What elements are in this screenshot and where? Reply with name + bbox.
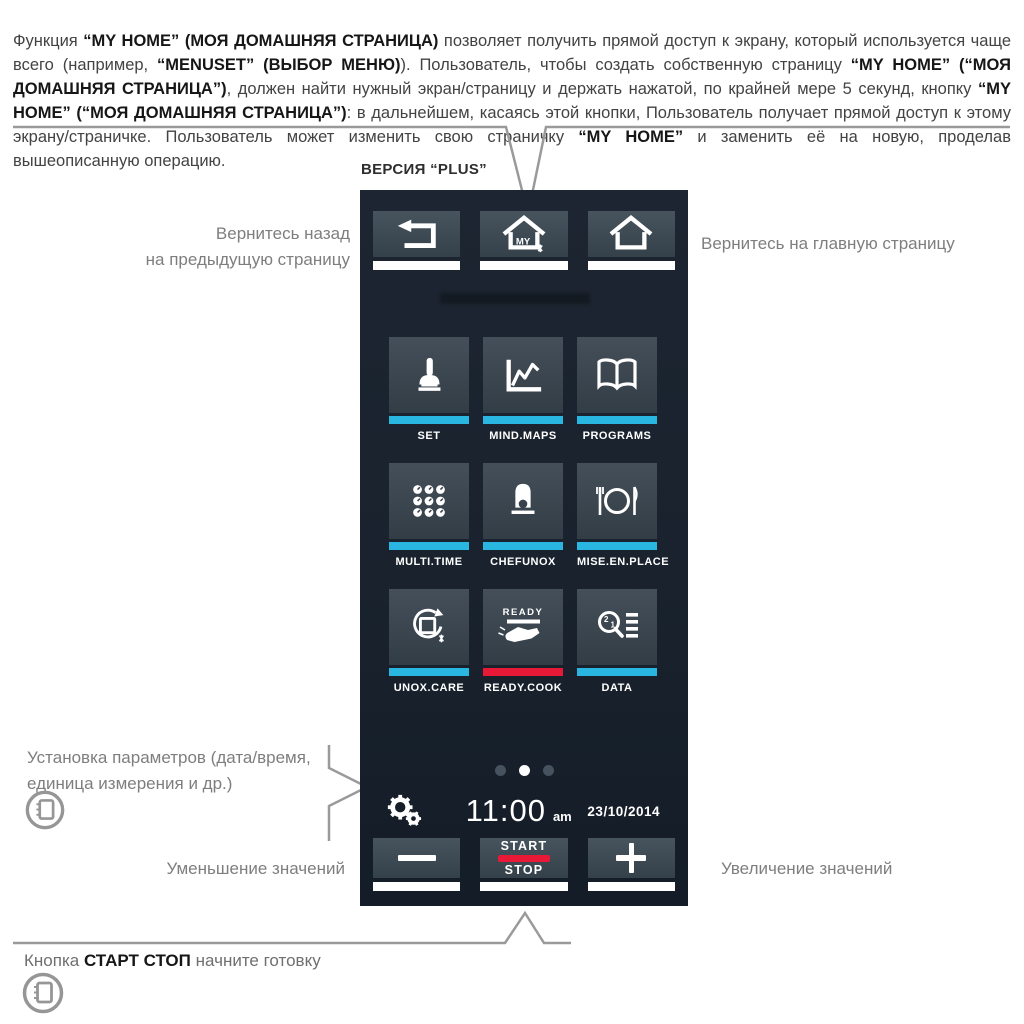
home-button[interactable]	[588, 211, 675, 270]
plate-cutlery-icon	[593, 481, 641, 521]
callout-back: Вернитесь назад на предыдущую страницу	[145, 224, 350, 269]
tile-underline	[483, 542, 563, 550]
date-value: 23/10/2014	[587, 803, 660, 819]
app-tile-miseenplace[interactable]: MISE.EN.PLACE	[577, 463, 657, 568]
callout-decrease: Уменьшение значений	[166, 859, 345, 878]
open-book-icon	[593, 355, 641, 395]
nav-row	[373, 211, 675, 270]
tile-underline	[389, 416, 469, 424]
start-stop-red-bar	[498, 855, 550, 862]
line-chart-icon	[500, 354, 546, 396]
data-digit-2: 2	[604, 615, 609, 624]
multi-clock-grid-icon	[406, 480, 452, 522]
app-tile-mindmaps[interactable]: MIND.MAPS	[483, 337, 563, 442]
care-refresh-icon	[406, 606, 452, 648]
tile-underline	[389, 542, 469, 550]
manual-reference-icon	[21, 971, 65, 1015]
my-home-icon	[498, 213, 550, 255]
ready-icon-text: READY	[502, 607, 544, 618]
app-grid	[389, 337, 670, 694]
app-tile-readycook[interactable]: READY READY.COOK	[483, 589, 563, 694]
home-icon	[605, 213, 657, 255]
intro-paragraph: Функция “MY HOME” (МОЯ ДОМАШНЯЯ СТРАНИЦА) позволяет получить прямой доступ к экрану, который используется чаще всего (например, “MENUSET” (ВЫБОР МЕНЮ)). Пользователь, чтобы создать собственную страницу “MY HOME” (“МОЯ ДОМАШНЯЯ СТРАНИЦА”), должен найти нужный экран/страницу и держать нажатой, по крайней мере 5 секунд, кнопку “MY HOME” (“МОЯ ДОМАШНЯЯ СТРАНИЦА”): в дальнейшем, касаясь этой кнопки, Пользователь получает прямой доступ к этому экрану/страничке. Пользователь может изменить свою страничку “MY HOME” и заменить её на новую, проделав вышеописанную операцию.	[13, 31, 1012, 170]
button-underline	[373, 261, 460, 270]
app-tile-chefunox[interactable]: CHEFUNOX	[483, 463, 563, 568]
tile-underline	[483, 416, 563, 424]
page-dot-active[interactable]	[519, 765, 530, 776]
app-tile-multitime[interactable]: MULTI.TIME	[389, 463, 469, 568]
button-underline	[588, 882, 675, 891]
button-underline	[373, 882, 460, 891]
ready-hand-icon	[495, 605, 551, 649]
app-tile-data[interactable]: 2 1 DATA	[577, 589, 657, 694]
time-value: 11:00	[465, 793, 546, 828]
tile-underline	[577, 416, 657, 424]
plus-button[interactable]	[588, 838, 675, 891]
manual-reference-icon	[24, 789, 66, 831]
search-data-icon	[593, 607, 641, 647]
my-badge: MY	[515, 236, 531, 248]
settings-gear-icon[interactable]	[384, 793, 424, 829]
tile-underline	[483, 668, 563, 676]
callout-settings: Установка параметров (дата/время, единица измерения и др.)	[27, 748, 311, 793]
back-button[interactable]	[373, 211, 460, 270]
back-arrow-icon	[392, 216, 442, 252]
start-label: START	[500, 838, 548, 853]
chef-icon	[500, 480, 546, 522]
tile-underline	[577, 542, 657, 550]
callout-increase: Увеличение значений	[721, 859, 893, 878]
button-underline	[480, 882, 567, 891]
callout-startstop: Кнопка СТАРТ СТОП начните готовку	[24, 951, 321, 970]
hand-press-icon	[406, 354, 452, 396]
tile-underline	[577, 668, 657, 676]
button-underline	[588, 261, 675, 270]
callout-home: Вернитесь на главную страницу	[701, 234, 955, 253]
minus-button[interactable]	[373, 838, 460, 891]
my-home-button[interactable]	[480, 211, 567, 270]
page-dot[interactable]	[495, 765, 506, 776]
data-digit-1: 1	[610, 620, 615, 630]
faint-screen-text	[440, 293, 590, 304]
page-dot[interactable]	[543, 765, 554, 776]
start-stop-glyph	[498, 840, 550, 877]
stop-label: STOP	[504, 863, 544, 877]
plus-icon	[616, 843, 646, 873]
status-row	[384, 788, 660, 834]
touchscreen-panel	[360, 190, 688, 906]
tile-underline	[389, 668, 469, 676]
app-tile-programs[interactable]: PROGRAMS	[577, 337, 657, 442]
app-tile-unoxcare[interactable]: UNOX.CARE	[389, 589, 469, 694]
clock	[466, 793, 572, 829]
start-stop-button[interactable]	[480, 838, 567, 891]
app-tile-set[interactable]: SET	[389, 337, 469, 442]
controls-row	[373, 838, 675, 891]
version-label: ВЕРСИЯ “PLUS”	[361, 161, 487, 178]
meridiem: am	[552, 809, 572, 824]
page-indicator	[360, 765, 688, 776]
minus-icon	[398, 855, 436, 861]
button-underline	[480, 261, 567, 270]
